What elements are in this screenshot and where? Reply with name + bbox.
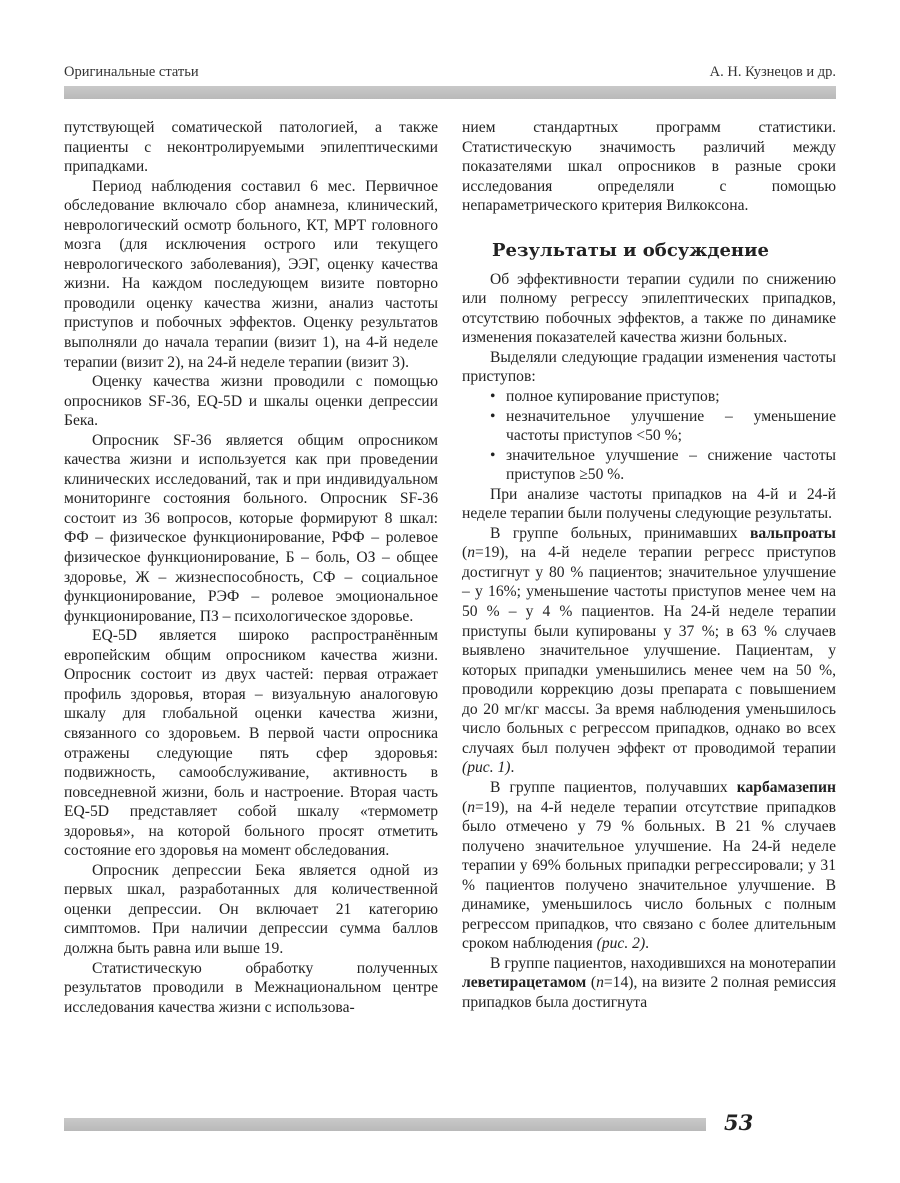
paragraph-observation-period: Период наблюдения составил 6 мес. Первичное обследование включало сбор анамнеза, клинический, неврологический осмотр больного, КТ, МРТ головного мозга (для исключения острого или текущего неврологического заболевания), ЭЭГ, оценку качества жизни. На каждом последующем визите повторно проводили оценку качества жизни, анализ частоты приступов и побочных эффектов. Оценку результатов выполняли до начала терапии (визит 1), на 4-й неделе терапии (визит 2), на 24-й неделе терапии (визит 3). [64, 177, 438, 371]
paragraph-results-intro: При анализе частоты припадков на 4-й и 24-й неделе терапии были получены следующие результаты. [462, 485, 836, 523]
footer-rule [64, 1118, 706, 1131]
drug-name-carbamazepine: карбамазепин [736, 778, 836, 796]
paragraph-questionnaires: Оценку качества жизни проводили с помощью опросников SF-36, EQ-5D и шкалы оценки депрессии Бека. [64, 373, 438, 430]
right-column [462, 118, 836, 1013]
paragraph-exclusion-criteria: путствующей соматической патологией, а также пациенты с неконтролируемыми эпилептическими припадками. [64, 119, 438, 176]
running-header-authors: А. Н. Кузнецов и др. [709, 64, 836, 80]
figure-reference: (рис. 2) [596, 935, 646, 953]
list-item: • полное купирование приступов; [490, 387, 836, 407]
page-number: 53 [724, 1110, 754, 1135]
paragraph-eq5d: EQ-5D является широко распространённым европейским общим опросником качества жизни. Опросник состоит из двух частей: первая отражает профиль здоровья, вторая – визуальную аналоговую шкалу для глобальной оценки качества жизни, связанного со здоровьем. В первой части опросника отражены следующие пять сфер здоровья: подвижность, самообслуживание, активность в повседневной жизни, боль и настроение. Вторая часть EQ-5D представляет собой шкалу «термометр здоровья», на которой больного просят отметить состояние его здоровья на момент обследования. [64, 627, 438, 860]
paragraph-levetiracetam: В группе пациентов, находившихся на монотерапии леветирацетамом (n=14), на визите 2 полная ремиссия припадков была достигнута [462, 954, 837, 1011]
paragraph-valproate: В группе больных, принимавших вальпроаты (n=19), на 4-й неделе терапии регресс приступов достигнут у 80 % пациентов; значительное улучшение – у 16%; уменьшение частоты приступов менее чем на 50 % – у 4 % пациентов. На 24-й неделе терапии приступы были купированы у 37 %; в 63 % случаев выявлено значительное улучшение. Пациентам, у которых припадки уменьшились менее чем на 50 %, проводили коррекцию дозы препарата с повышением до 20 мг/кг массы. За время наблюдения уменьшилось число больных с регрессом припадков, однако во всех случаях был получен эффект от проводимой терапии (рис. 1). [462, 524, 836, 777]
paragraph-efficacy-criteria: Об эффективности терапии судили по снижению или полному регрессу эпилептических припадков, отсутствию побочных эффектов, а также по динамике изменения показателей качества жизни больных. [462, 270, 836, 347]
paragraph-beck: Опросник депрессии Бека является одной из первых шкал, разработанных для количественной оценки депрессии. Он включает 21 категорию симптомов. При наличии депрессии сумма баллов должна быть равна или выше 19. [64, 861, 438, 957]
section-heading-results: Результаты и обсуждение [492, 239, 769, 261]
paragraph-statistics: Статистическую обработку полученных результатов проводили в Межнациональном центре исследования качества жизни с использова- [64, 959, 438, 1016]
paragraph-statistics-continued: нием стандартных программ статистики. Статистическую значимость различий между показателями шкал опросников в разные сроки исследования определяли с помощью непараметрического критерия Вилкоксона. [462, 119, 836, 215]
paragraph-carbamazepine: В группе пациентов, получавших карбамазепин (n=19), на 4-й неделе терапии отсутствие припадков было отмечено у 79 % больных. В 21 % случаев получено значительное улучшение. На 24-й неделе терапии у 69% больных припадки регрессировали; у 31 % пациентов получено значительное улучшение. В динамике, уменьшилось число больных с полным регрессом припадков, что связано с более длительным сроком наблюдения (рис. 2). [462, 778, 836, 953]
drug-name-valproate: вальпроаты [749, 524, 836, 542]
header-rule [64, 86, 836, 99]
running-header-section: Оригинальные статьи [64, 64, 199, 80]
list-item: • незначительное улучшение – уменьшение частоты приступов <50 %; [490, 407, 836, 446]
list-item: • значительное улучшение – снижение частоты приступов ≥50 %. [490, 446, 836, 485]
gradations-list [462, 387, 836, 485]
drug-name-levetiracetam: леветирацетамом [462, 974, 587, 992]
figure-reference: (рис. 1) [462, 759, 511, 777]
left-column [64, 118, 438, 1017]
paragraph-gradations-intro: Выделяли следующие градации изменения частоты приступов: [462, 348, 836, 386]
paragraph-sf36: Опросник SF-36 является общим опросником качества жизни и используется как при проведении клинических исследований, так и при индивидуальном мониторинге состояния больного. Опросник SF-36 состоит из 36 вопросов, которые формируют 8 шкал: ФФ – физическое функционирование, РФФ – ролевое физическое функционирование, Б – боль, ОЗ – общее здоровье, Ж – жизнеспособность, СФ – социальное функционирование, РЭФ – ролевое эмоциональное функционирование, ПЗ – психологическое здоровье. [64, 431, 438, 625]
